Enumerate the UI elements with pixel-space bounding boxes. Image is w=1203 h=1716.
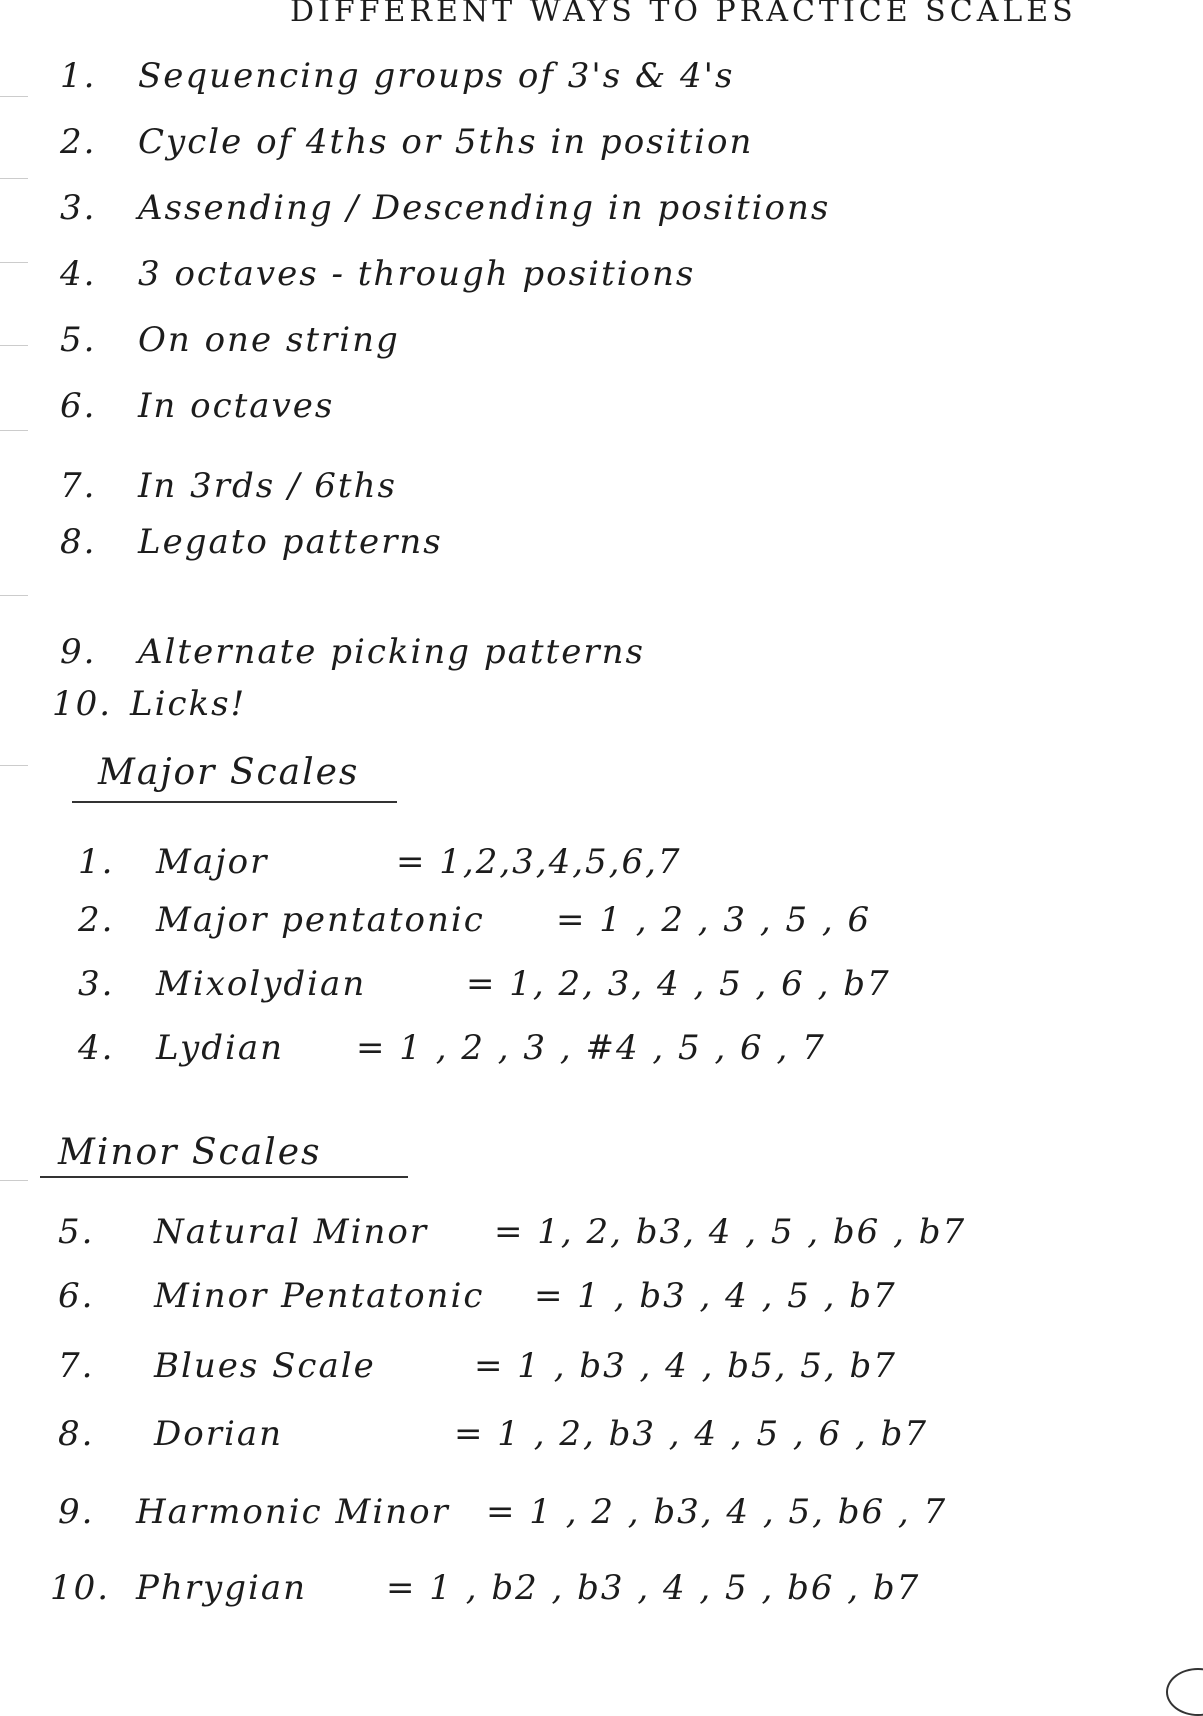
practice-item-8: 8. Legato patterns — [60, 522, 443, 562]
practice-item-5: 5. On one string — [60, 320, 400, 360]
practice-item-9: 9. Alternate picking patterns — [60, 632, 645, 672]
page-number-circle — [1166, 1668, 1203, 1716]
margin-tick — [0, 765, 28, 766]
practice-item-1: 1. Sequencing groups of 3's & 4's — [60, 56, 735, 96]
major-heading-underline — [72, 801, 397, 803]
practice-item-2: 2. Cycle of 4ths or 5ths in position — [60, 122, 754, 162]
minor-scale-row: 6. Minor Pentatonic = 1 , b3 , 4 , 5 , b7 — [58, 1276, 897, 1316]
major-scale-row: 3. Mixolydian = 1, 2, 3, 4 , 5 , 6 , b7 — [78, 964, 891, 1004]
practice-item-4: 4. 3 octaves - through positions — [60, 254, 696, 294]
margin-tick — [0, 345, 28, 346]
minor-scale-row: 5. Natural Minor = 1, 2, b3, 4 , 5 , b6 , b7 — [58, 1212, 967, 1252]
minor-scale-row: 9. Harmonic Minor = 1 , 2 , b3, 4 , 5, b6 , 7 — [58, 1492, 948, 1532]
minor-scale-row: 7. Blues Scale = 1 , b3 , 4 , b5, 5, b7 — [58, 1346, 897, 1386]
margin-tick — [0, 178, 28, 179]
page-title: DIFFERENT WAYS TO PRACTICE SCALES — [290, 0, 1077, 29]
practice-item-3: 3. Assending / Descending in positions — [60, 188, 831, 228]
minor-scale-row: 8. Dorian = 1 , 2, b3 , 4 , 5 , 6 , b7 — [58, 1414, 928, 1454]
minor-scale-row: 10. Phrygian = 1 , b2 , b3 , 4 , 5 , b6 , b7 — [50, 1568, 921, 1608]
margin-tick — [0, 595, 28, 596]
margin-tick — [0, 1180, 28, 1181]
margin-tick — [0, 430, 28, 431]
margin-tick — [0, 262, 28, 263]
margin-tick — [0, 96, 28, 97]
minor-heading-underline — [40, 1176, 408, 1178]
minor-scales-heading: Minor Scales — [58, 1132, 322, 1173]
major-scale-row: 4. Lydian = 1 , 2 , 3 , #4 , 5 , 6 , 7 — [78, 1028, 826, 1068]
major-scale-row: 2. Major pentatonic = 1 , 2 , 3 , 5 , 6 — [78, 900, 872, 940]
major-scales-heading: Major Scales — [98, 752, 360, 793]
major-scale-row: 1. Major = 1,2,3,4,5,6,7 — [78, 842, 682, 882]
practice-item-6: 6. In octaves — [60, 386, 335, 426]
practice-item-7: 7. In 3rds / 6ths — [60, 466, 397, 506]
practice-item-10: 10. Licks! — [52, 684, 247, 724]
